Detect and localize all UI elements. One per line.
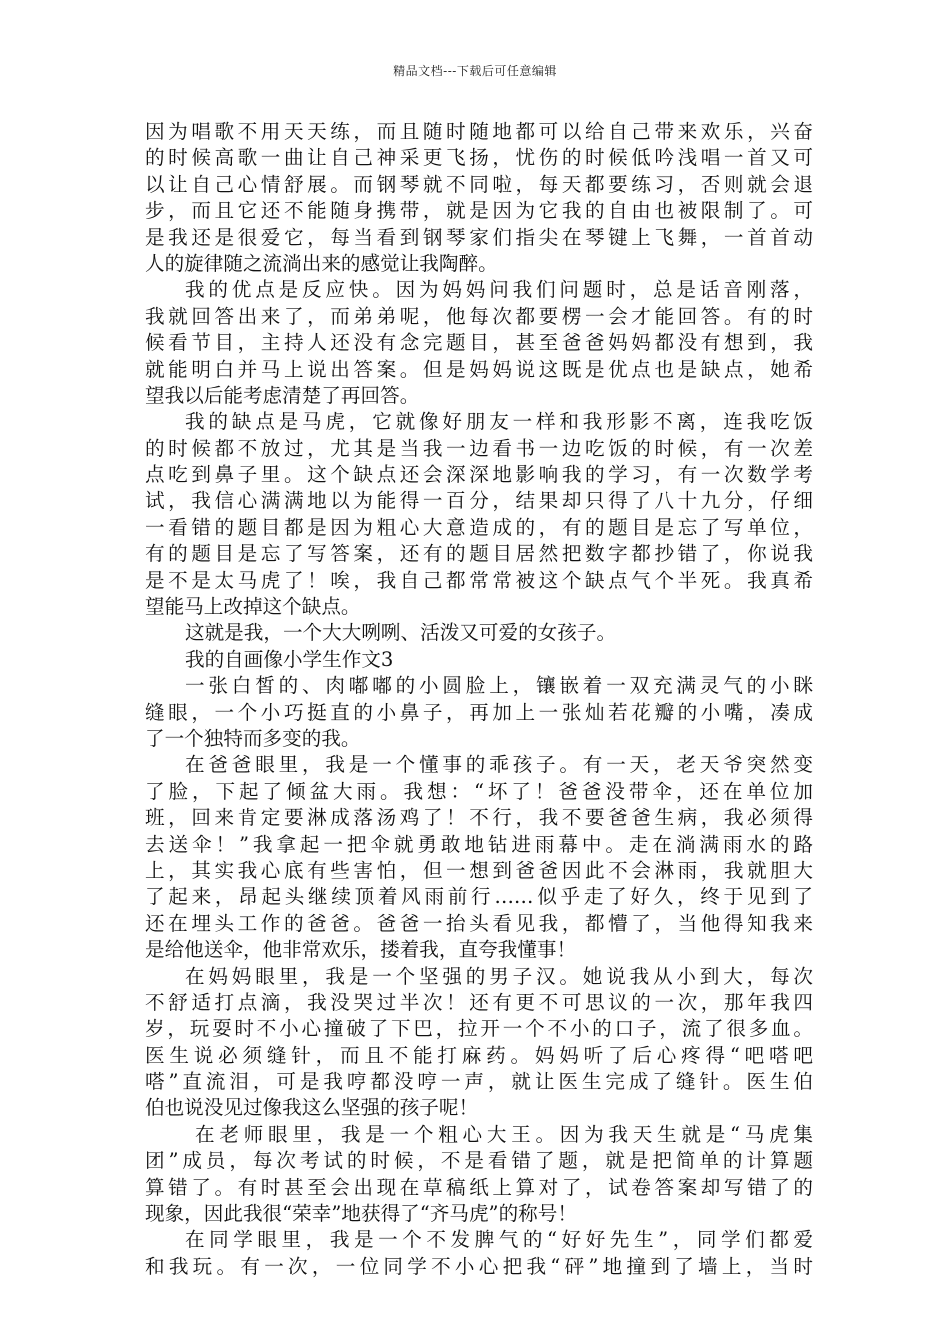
- text-line: 还在埋头工作的爸爸。爸爸一抬头看见我，都懵了，当他得知我来: [145, 911, 813, 935]
- text-line: 算错了。有时甚至会出现在草稿纸上算对了，试卷答案却写错了的: [145, 1175, 813, 1199]
- text-line: 试，我信心满满地以为能得一百分，结果却只得了八十九分，仔细: [145, 489, 813, 513]
- text-line: 伯也说没见过像我这么坚强的孩子呢！: [145, 1096, 479, 1120]
- text-line: 了起来，昂起头继续顶着风雨前行……似乎走了好久，终于见到了: [145, 885, 813, 909]
- paragraph-singing-vs-piano: [145, 119, 813, 277]
- text-line: 上，其实我心底有些害怕，但一想到爸爸因此不会淋雨，我就胆大: [145, 858, 813, 882]
- paragraph-summary: [145, 620, 813, 646]
- text-line: 了一个独特而多变的我。: [145, 726, 361, 750]
- text-line: 在老师眼里，我是一个粗心大王。因为我天生就是“马虎集: [195, 1122, 813, 1146]
- text-line: 在爸爸眼里，我是一个懂事的乖孩子。有一天，老天爷突然变: [185, 753, 813, 777]
- text-line: 我的优点是反应快。因为妈妈问我们问题时，总是话音刚落，: [185, 278, 813, 302]
- text-line: 因为唱歌不用天天练，而且随时随地都可以给自己带来欢乐，兴奋: [145, 120, 813, 143]
- text-line: 了脸，下起了倾盆大雨。我想：“坏了！爸爸没带伞，还在单位加: [145, 779, 813, 803]
- text-line: 在妈妈眼里，我是一个坚强的男子汉。她说我从小到大，每次: [185, 964, 813, 988]
- paragraph-in-moms-eyes: [145, 964, 813, 1122]
- text-line: 一张白皙的、肉嘟嘟的小圆脸上，镶嵌着一双充满灵气的小眯: [185, 674, 813, 698]
- text-line: 以让自己心情舒展。而钢琴就不同啦，每天都要练习，否则就会退: [145, 172, 813, 196]
- text-line: 人的旋律随之流淌出来的感觉让我陶醉。: [145, 251, 498, 275]
- text-line: 嗒”直流泪，可是我哼都没哼一声，就让医生完成了缝针。医生伯: [145, 1070, 813, 1094]
- text-line: 望我以后能考虑清楚了再回答。: [145, 383, 420, 407]
- text-line: 的时候高歌一曲让自己神采更飞扬，忧伤的时候低吟浅唱一首又可: [145, 146, 813, 170]
- text-line: 班，回来肯定要淋成落汤鸡了！不行，我不要爸爸生病，我必须得: [145, 806, 813, 830]
- text-line: 医生说必须缝针，而且不能打麻药。妈妈听了后心疼得“吧嗒吧: [145, 1043, 813, 1067]
- page-header: 精品文档---下载后可任意编辑: [393, 64, 557, 78]
- text-line: 不舒适打点滴，我没哭过半次！还有更不可思议的一次，那年我四: [145, 990, 813, 1014]
- text-line: 现象，因此我很“荣幸”地获得了“齐马虎”的称号！: [145, 1202, 577, 1226]
- text-line: 我就回答出来了，而弟弟呢，他每次都要楞一会才能回答。有的时: [145, 304, 813, 328]
- text-line: 有的题目是忘了写答案，还有的题目居然把数字都抄错了，你说我: [145, 542, 813, 566]
- document-body: [145, 119, 813, 1280]
- text-line: 是我还是很爱它，每当看到钢琴家们指尖在琴键上飞舞，一首首动: [145, 225, 813, 249]
- essay-title-text: 我的自画像小学生作文3: [185, 647, 394, 671]
- text-line: 在同学眼里，我是一个不发脾气的“好好先生”，同学们都爱: [185, 1228, 813, 1252]
- text-line: 岁，玩耍时不小心撞破了下巴，拉开一个不小的口子，流了很多血。: [145, 1017, 813, 1041]
- text-line: 一看错的题目都是因为粗心大意造成的，有的题目是忘了写单位，: [145, 515, 813, 539]
- paragraph-appearance: [145, 673, 813, 752]
- text-line: 步，而且它还不能随身携带，就是因为它我的自由也被限制了。可: [145, 199, 813, 223]
- paragraph-in-teachers-eyes: [145, 1122, 813, 1228]
- text-line: 望能马上改掉这个缺点。: [145, 595, 361, 619]
- paragraph-in-dads-eyes: [145, 752, 813, 963]
- text-line: 点吃到鼻子里。这个缺点还会深深地影响我的学习，有一次数学考: [145, 463, 813, 487]
- text-line: 这就是我，一个大大咧咧、活泼又可爱的女孩子。: [185, 621, 617, 645]
- paragraph-strength-quick-reaction: [145, 277, 813, 409]
- paragraph-in-classmates-eyes: [145, 1227, 813, 1280]
- text-line: 和我玩。有一次，一位同学不小心把我“砰”地撞到了墙上，当时: [145, 1254, 813, 1278]
- text-line: 候看节目，主持人还没有念完题目，甚至爸爸妈妈都没有想到，我: [145, 331, 813, 355]
- text-line: 我的缺点是马虎，它就像好朋友一样和我形影不离，连我吃饭: [185, 410, 813, 434]
- text-line: 团”成员，每次考试的时候，不是看错了题，就是把简单的计算题: [145, 1149, 813, 1173]
- text-line: 去送伞！”我拿起一把伞就勇敢地钻进雨幕中。走在淌满雨水的路: [145, 832, 813, 856]
- essay-title: [145, 647, 813, 673]
- paragraph-weakness-careless: [145, 409, 813, 620]
- text-line: 是不是太马虎了！唉，我自己都常常被这个缺点气个半死。我真希: [145, 568, 813, 592]
- text-line: 的时候都不放过，尤其是当我一边看书一边吃饭的时候，有一次差: [145, 436, 813, 460]
- text-line: 是给他送伞，他非常欢乐，搂着我，直夸我懂事！: [145, 938, 577, 962]
- text-line: 缝眼，一个小巧挺直的小鼻子，再加上一张灿若花瓣的小嘴，凑成: [145, 700, 813, 724]
- text-line: 就能明白并马上说出答案。但是妈妈说这既是优点也是缺点，她希: [145, 357, 813, 381]
